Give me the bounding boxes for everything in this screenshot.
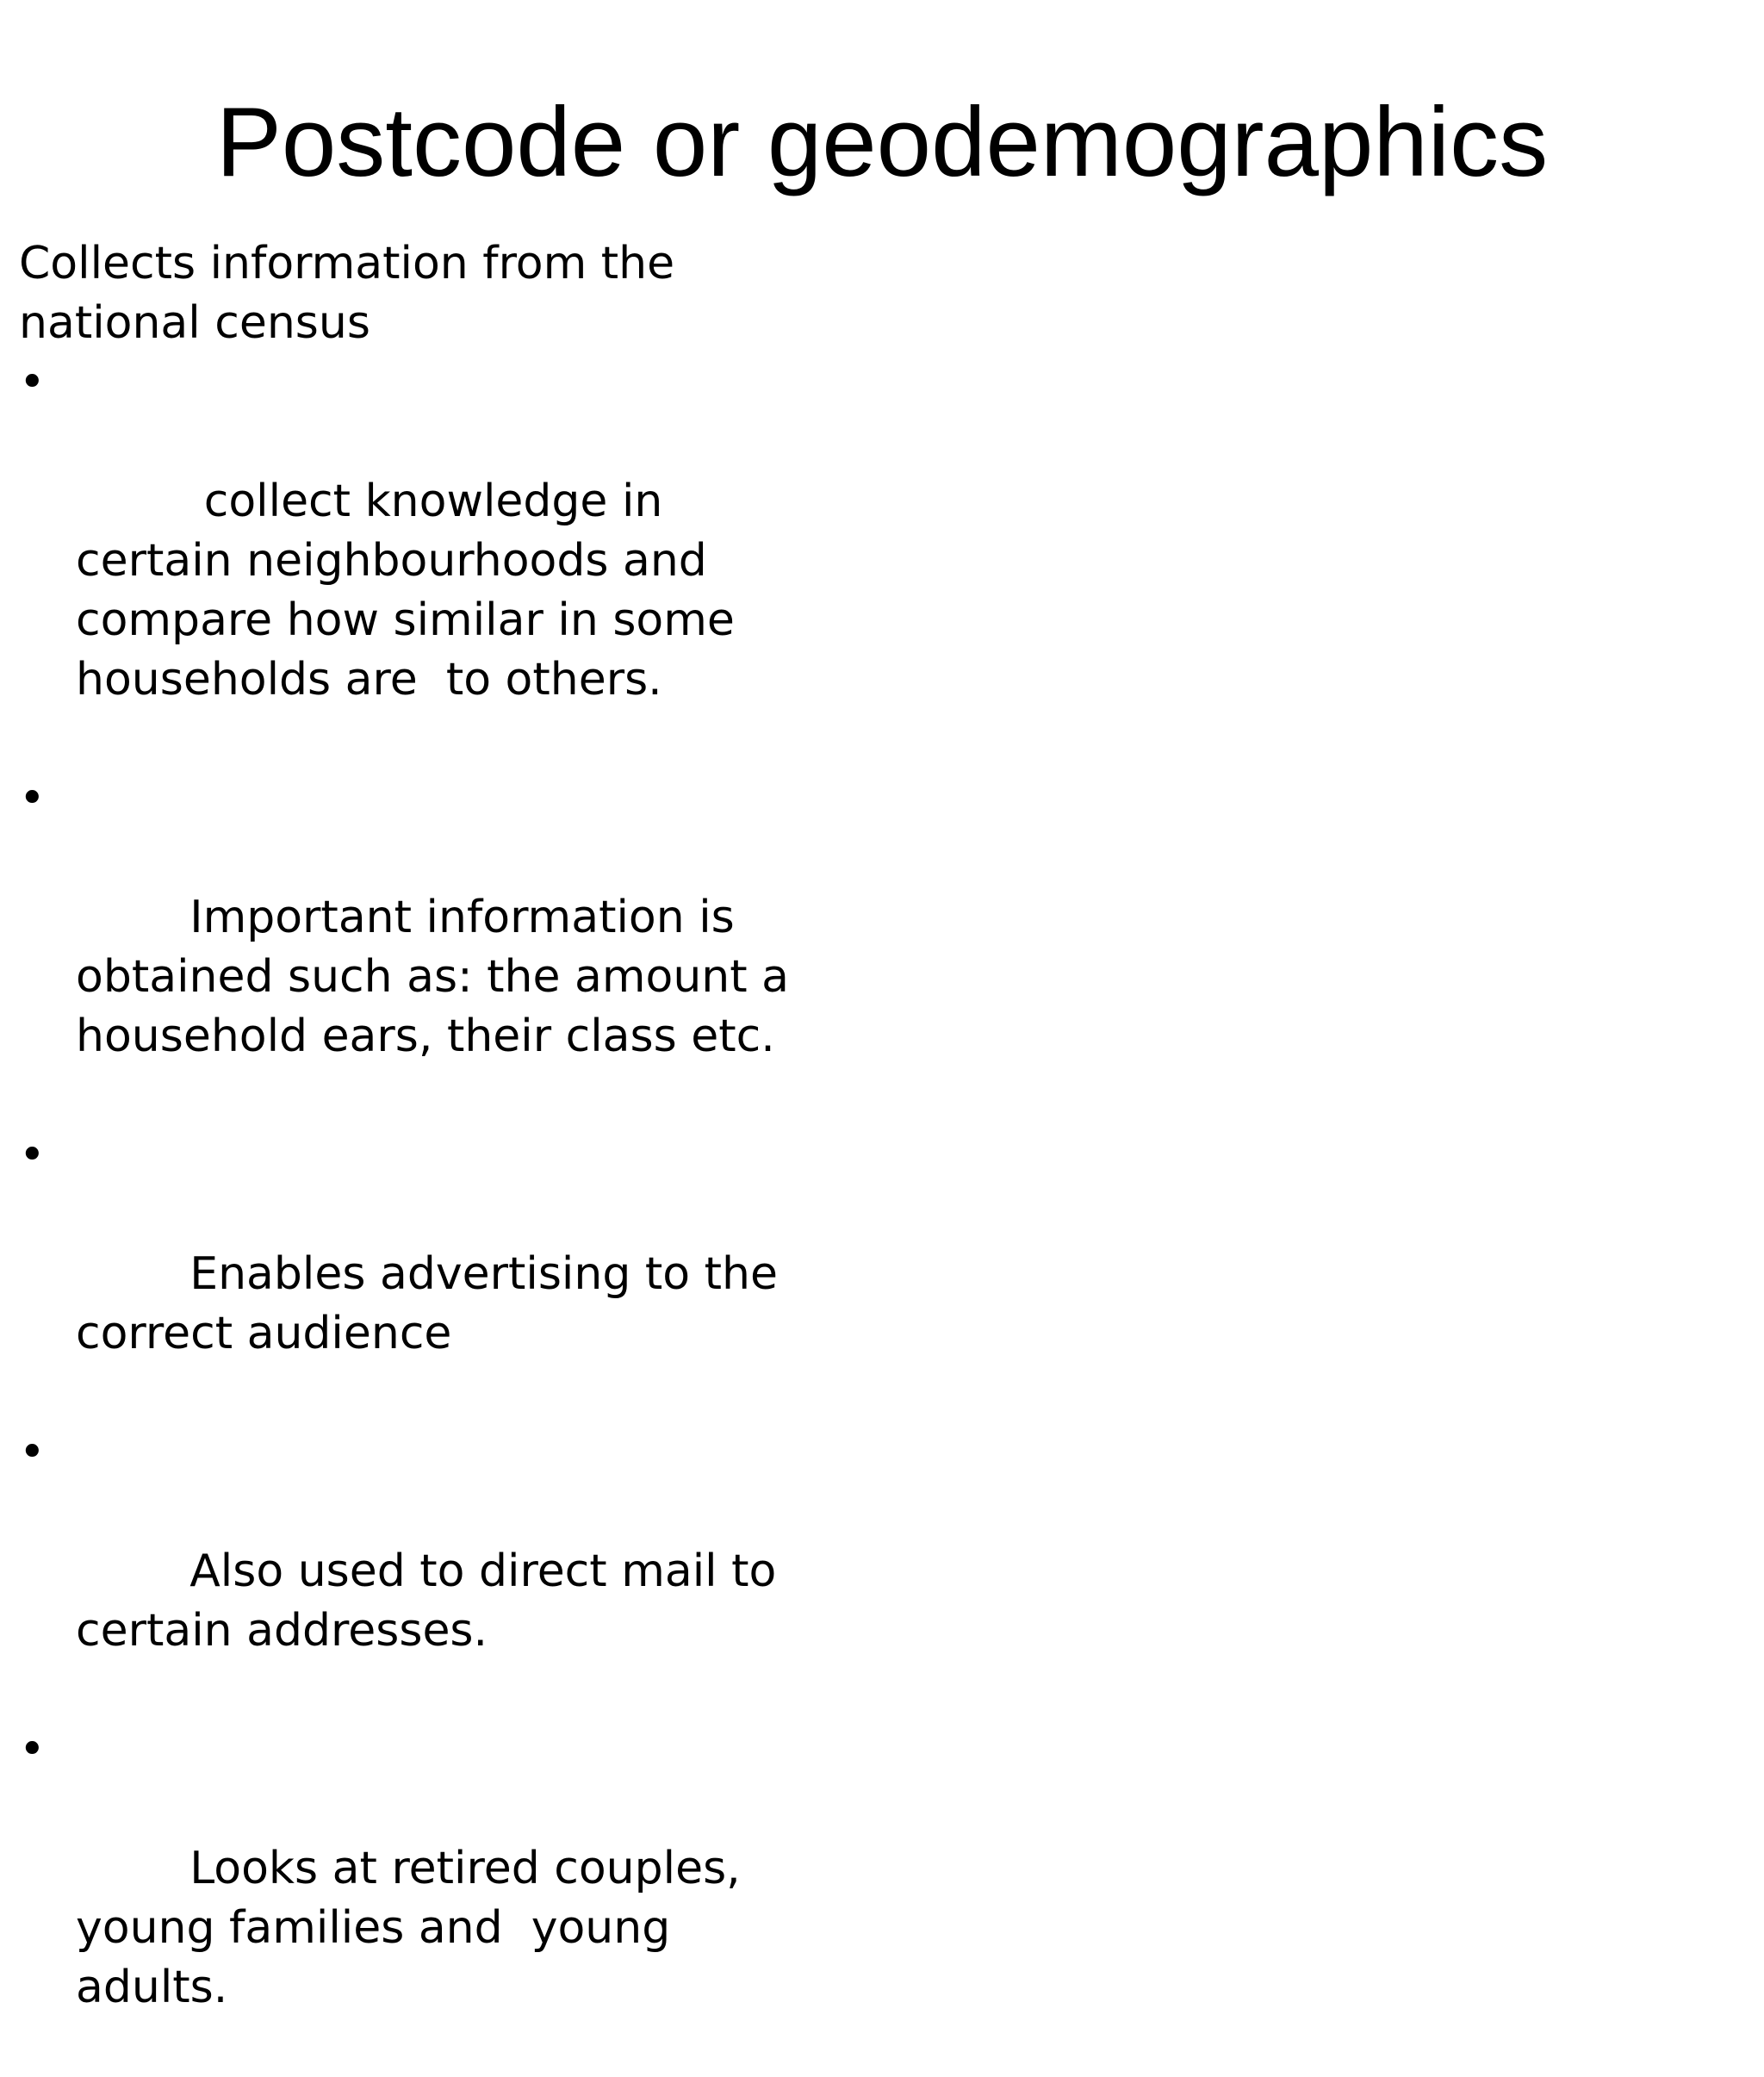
bullet-list — [19, 353, 829, 2077]
bullet-item — [19, 1423, 829, 1720]
bullet-text: Important information is obtained such as: the amount a household ears, their class etc. — [76, 892, 804, 1062]
slide-title: Postcode or geodemographics — [215, 88, 1549, 197]
bullet-dot-icon: • — [19, 1427, 46, 1478]
bullet-dot-icon: • — [19, 357, 46, 408]
bullet-text: collect knowledge in certain neighbourhoods and compare how similar in some households are to others. — [76, 476, 749, 706]
slide-body — [19, 234, 829, 2077]
bullet-item — [19, 1126, 829, 1423]
bullet-dot-icon: • — [19, 1724, 46, 1775]
bullet-dot-icon: • — [19, 773, 46, 824]
bullet-text: Enables advertising to the correct audience — [76, 1248, 792, 1359]
intro-text: Collects information from the national census — [19, 238, 675, 349]
bullet-item — [19, 353, 829, 769]
bullet-text: Looks at retired couples, young families and young adults. — [76, 1843, 755, 2013]
bullet-item — [19, 769, 829, 1126]
bullet-text: Also used to direct mail to certain addresses. — [76, 1545, 791, 1657]
bullet-item — [19, 1720, 829, 2077]
bullet-dot-icon: • — [19, 1129, 46, 1181]
